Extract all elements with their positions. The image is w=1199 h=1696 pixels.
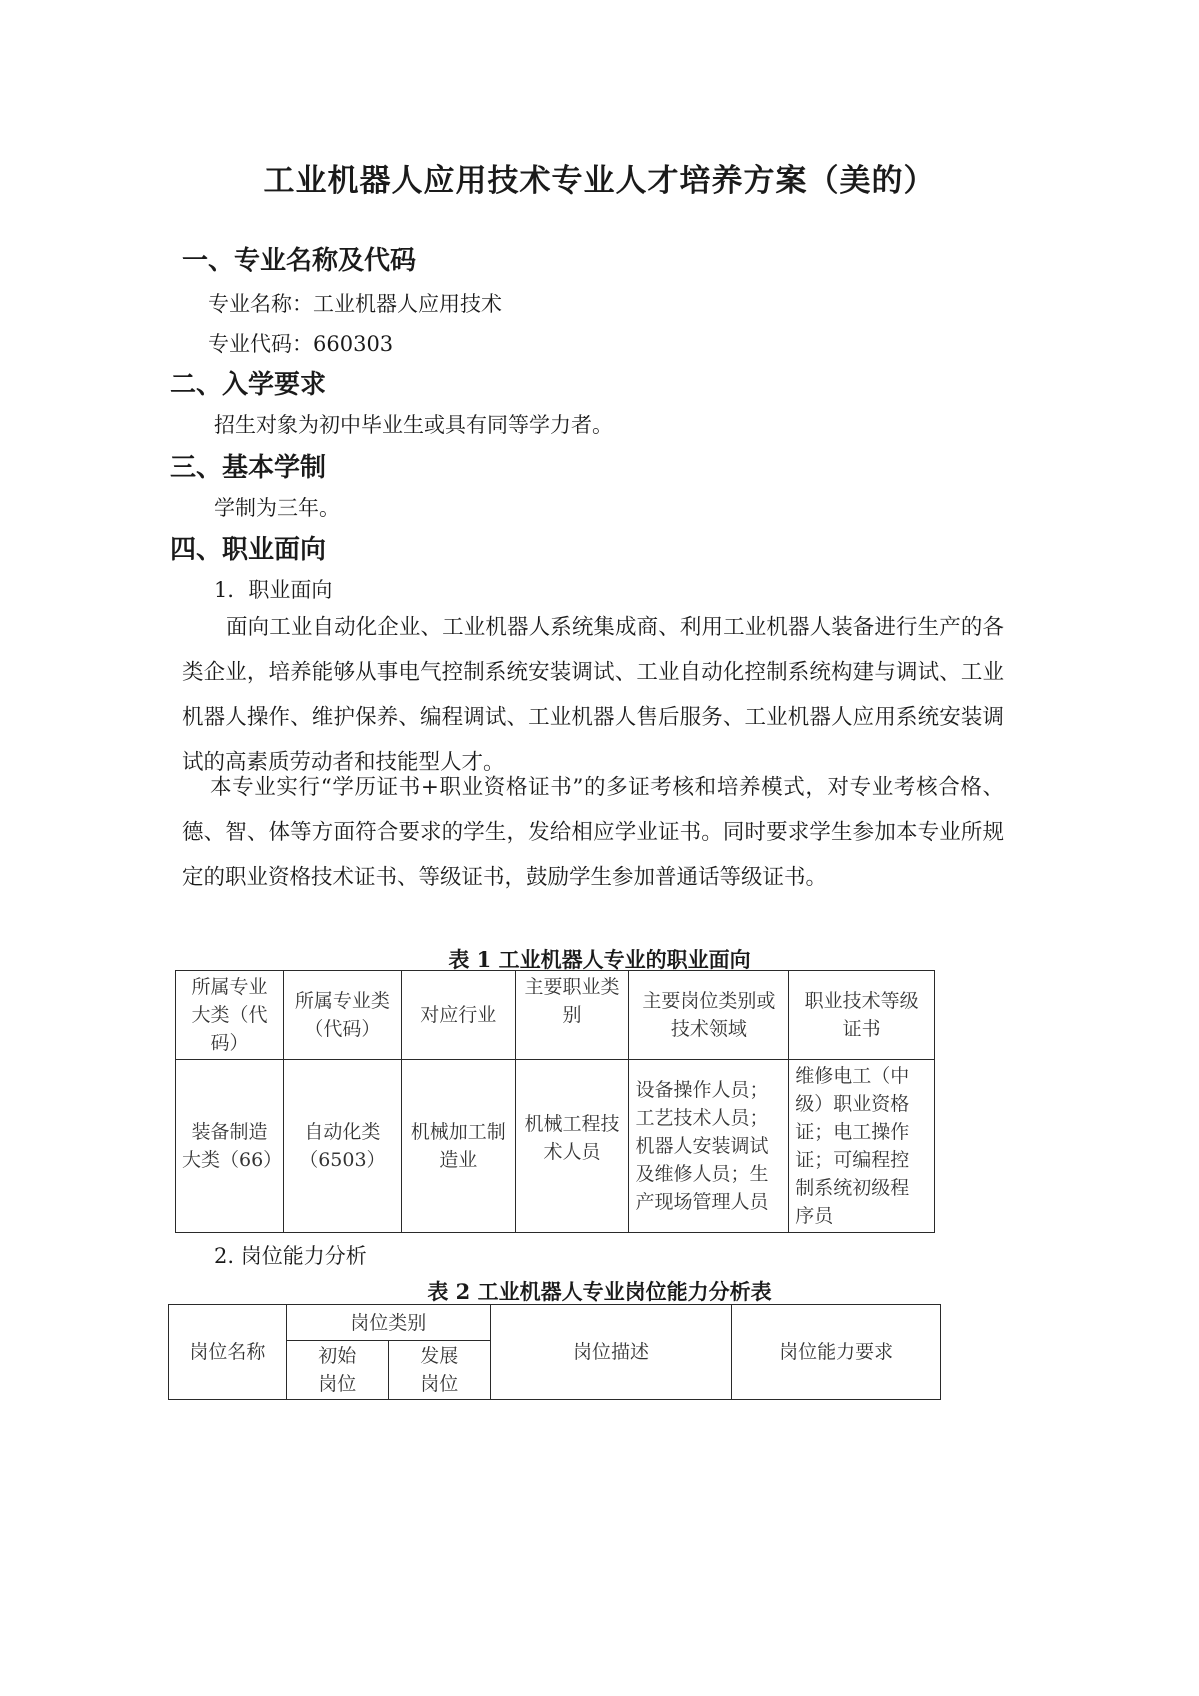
table1-cell: 机械工程技术人员 [515,1060,629,1233]
table2-header-cell: 初始岗位 [286,1341,388,1400]
table1-header-cell: 所属专业类（代码） [283,971,401,1060]
table2-caption: 表 2 工业机器人专业岗位能力分析表 [427,1279,772,1304]
sub-heading-career: 1．职业面向 [214,578,333,602]
table1-caption: 表 1 工业机器人专业的职业面向 [448,947,751,972]
table1-header-cell: 所属专业大类（代码） [176,971,284,1060]
table1-header-cell: 对应行业 [401,971,515,1060]
section-4-heading: 四、职业面向 [170,535,327,565]
table2-header-cell: 岗位能力要求 [732,1305,941,1400]
sub-heading-ability: 2. 岗位能力分析 [214,1244,367,1268]
table1-cell: 机械加工制造业 [401,1060,515,1233]
section-1-heading: 一、专业名称及代码 [182,246,417,276]
document-title: 工业机器人应用技术专业人才培养方案（美的） [263,163,936,199]
major-name-line: 专业名称：工业机器人应用技术 [208,292,502,316]
career-paragraph: 面向工业自动化企业、工业机器人系统集成商、利用工业机器人装备进行生产的各类企业，培养能够从事电气控制系统安装调试、工业自动化控制系统构建与调试、工业机器人操作、维护保养、编程调试、工业机器人售后服务、工业机器人应用系统安装调试的高素质劳动者和技能型人才。 [182,615,1004,775]
table2-header-cell: 岗位类别 [286,1305,490,1341]
section-2-heading: 二、入学要求 [170,370,327,400]
table2-header-cell: 岗位描述 [490,1305,732,1400]
table2-header-row [169,1305,941,1341]
table1-header-cell: 主要岗位类别或技术领域 [629,971,789,1060]
duration-text: 学制为三年。 [214,496,340,520]
table1-header-cell: 主要职业类别 [515,971,629,1060]
table1-cell: 设备操作人员；工艺技术人员；机器人安装调试及维修人员；生产现场管理人员 [629,1060,789,1233]
table1-cell: 维修电工（中级）职业资格证；电工操作证；可编程控制系统初级程序员 [789,1060,935,1233]
ability-table [168,1304,941,1400]
table1-cell: 装备制造大类（66） [176,1060,284,1233]
table2-header-cell: 岗位名称 [169,1305,287,1400]
table1-cell: 自动化类（6503） [283,1060,401,1233]
section-3-heading: 三、基本学制 [170,453,327,483]
table1-data-row [176,1060,935,1233]
career-table [175,970,935,1233]
table1-header-cell: 职业技术等级证书 [789,971,935,1060]
table1-header-row [176,971,935,1060]
certificate-paragraph: 本专业实行“学历证书+职业资格证书”的多证考核和培养模式，对专业考核合格、德、智、体等方面符合要求的学生，发给相应学业证书。同时要求学生参加本专业所规定的职业资格技术证书、等级证书，鼓励学生参加普通话等级证书。 [182,775,1004,890]
admission-text: 招生对象为初中毕业生或具有同等学力者。 [214,413,613,437]
table2-header-cell: 发展岗位 [388,1341,490,1400]
major-code-line: 专业代码：660303 [208,332,394,356]
